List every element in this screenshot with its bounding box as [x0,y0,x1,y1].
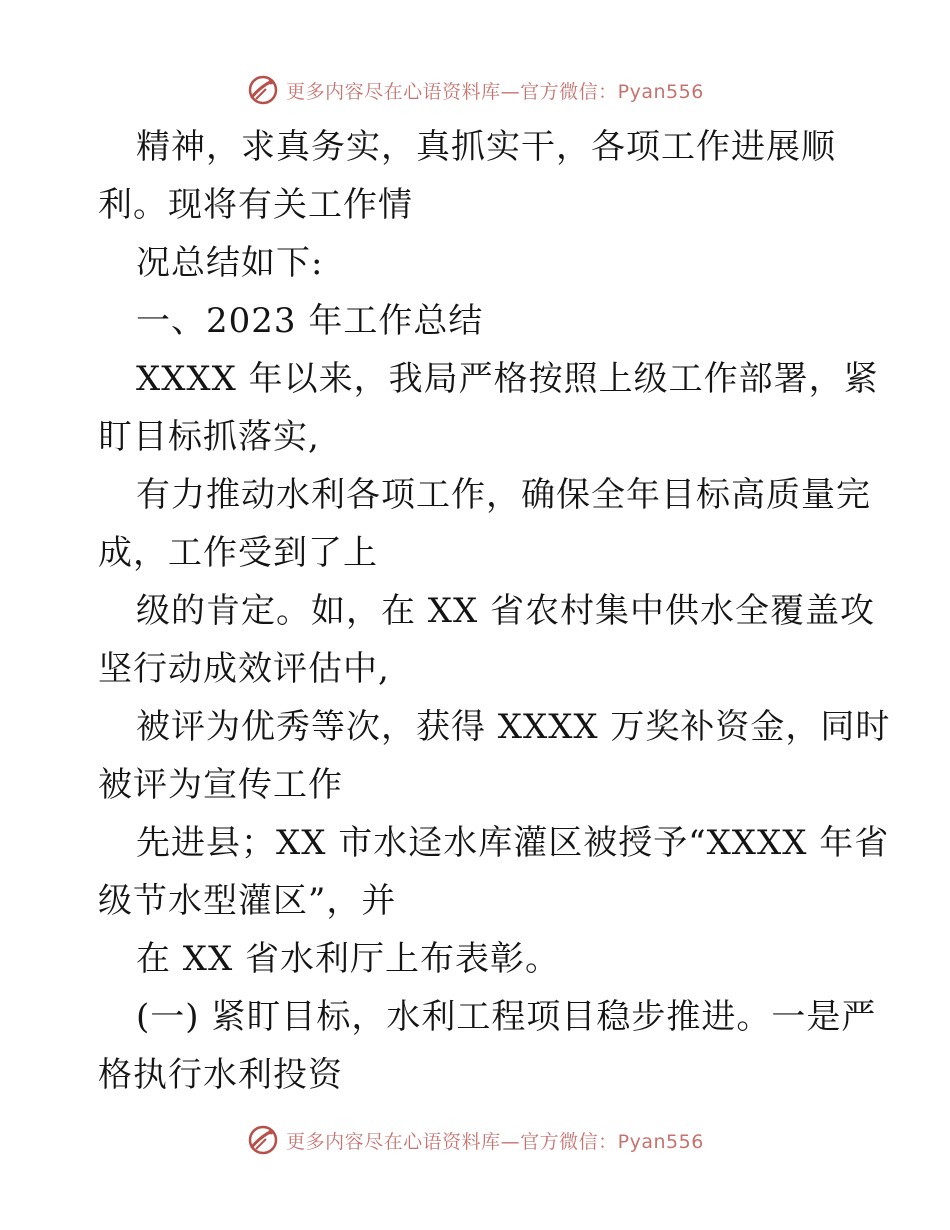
document-body [98,118,891,1104]
body-text-line: 在 XX 省水利厅上布表彰。 [136,939,561,979]
body-text-line: 格执行水利投资 [98,1055,343,1095]
body-text-line: 坚行动成效评估中, [98,649,390,689]
body-text-line: 况总结如下: [136,243,324,283]
body-text-line: XXXX 年以来，我局严格按照上级工作部署，紧 [136,359,879,399]
body-text-line: 级的肯定。如，在 XX 省农村集中供水全覆盖攻 [136,591,876,631]
body-text-line: (一) 紧盯目标，水利工程项目稳步推进。一是严 [136,997,877,1037]
body-text-line: 级节水型灌区”，并 [98,881,397,921]
body-text-line: 利。现将有关工作情 [98,185,413,225]
body-text-line: 被评为宣传工作 [98,765,343,805]
body-text-line: 先进县；XX 市水迳水库灌区被授予“XXXX 年省 [136,823,890,863]
page-footer-watermark [0,1120,950,1160]
watermark [246,1123,704,1157]
body-text-line: 盯目标抓落实, [98,417,320,457]
body-text-line: 成，工作受到了上 [98,533,378,573]
body-text-line: 被评为优秀等次，获得 XXXX 万奖补资金，同时 [136,707,891,747]
watermark [246,73,704,107]
writing-hand-logo-icon [246,1123,280,1157]
watermark-text: 更多内容尽在心语资料库—官方微信：Pyan556 [286,80,704,103]
writing-hand-logo-icon [246,73,280,107]
body-text-line: 一、2023 年工作总结 [136,301,484,341]
page-header-watermark [0,70,950,110]
body-text-line: 精神，求真务实，真抓实干，各项工作进展顺 [136,127,836,167]
body-text-line: 有力推动水利各项工作，确保全年目标高质量完 [136,475,871,515]
watermark-text: 更多内容尽在心语资料库—官方微信：Pyan556 [286,1130,704,1153]
